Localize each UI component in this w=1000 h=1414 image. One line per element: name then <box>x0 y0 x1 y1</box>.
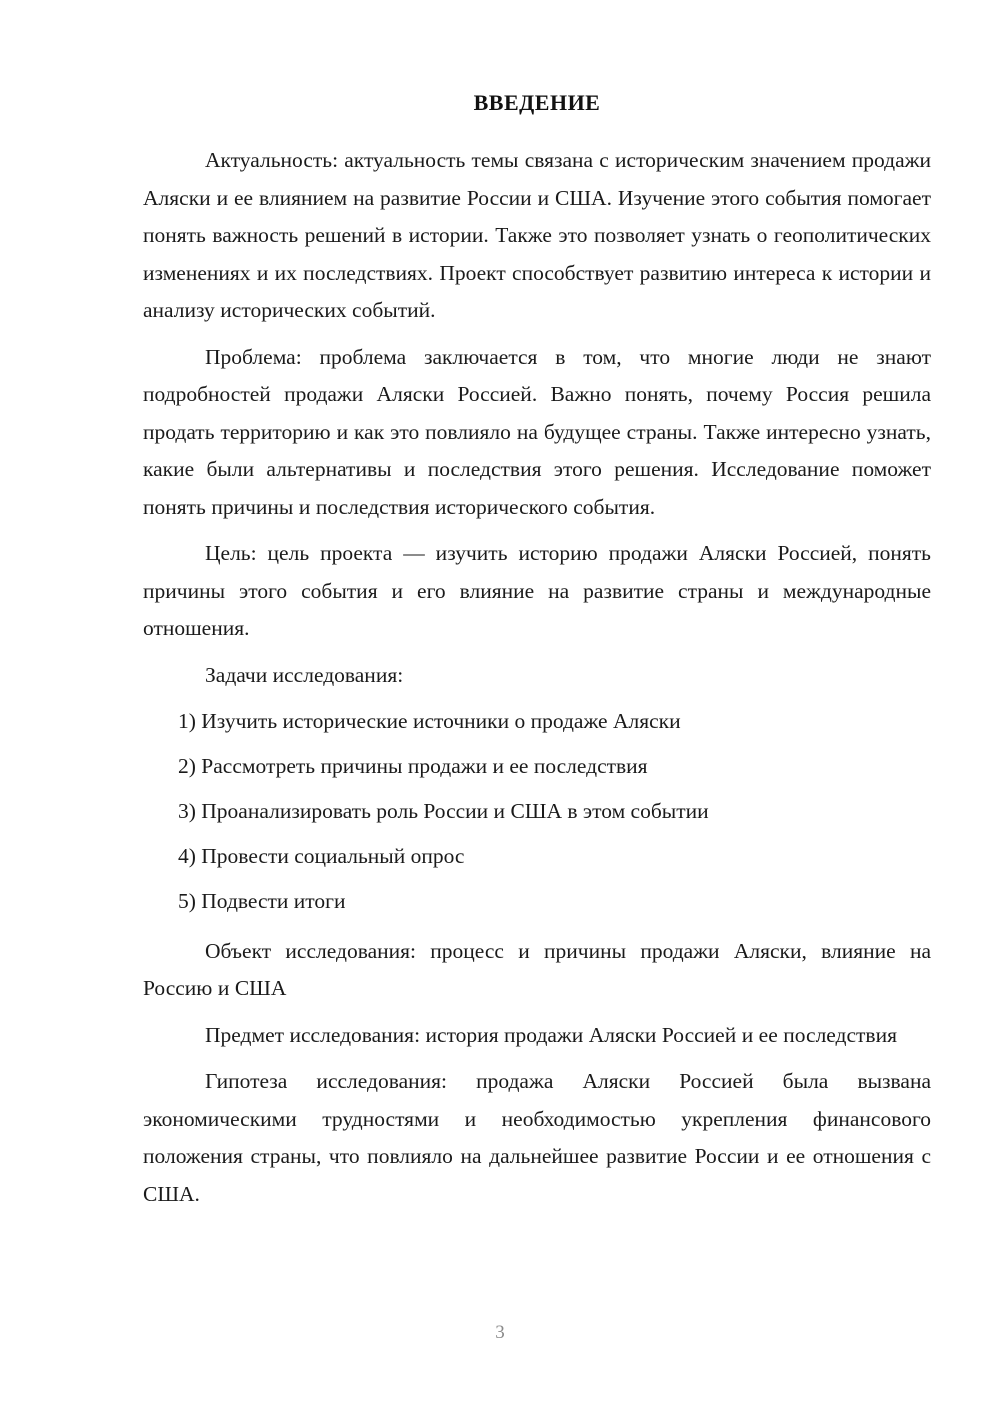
list-item: 5) Подвести итоги <box>178 889 346 914</box>
list-item: 2) Рассмотреть причины продажи и ее последствия <box>178 754 648 779</box>
paragraph-problem: Проблема: проблема заключается в том, что многие люди не знают подробностей продажи Аляски Россией. Важно понять, почему Россия решила продать территорию и как это повлияло на будущее страны. Также интересно узнать, какие были альтернативы и последствия этого решения. Исследование поможет понять причины и последствия исторического события. <box>143 344 931 519</box>
page-title: ВВЕДЕНИЕ <box>473 90 601 115</box>
paragraph-subject: Предмет исследования: история продажи Аляски Россией и ее последствия <box>205 1022 897 1047</box>
list-item: 1) Изучить исторические источники о продаже Аляски <box>178 709 681 734</box>
document-body <box>143 90 931 1213</box>
task-list <box>143 703 931 921</box>
list-item: 3) Проанализировать роль России и США в этом событии <box>178 799 709 824</box>
paragraph-hypothesis: Гипотеза исследования: продажа Аляски Россией была вызвана экономическими трудностями и необходимостью укрепления финансового положения страны, что повлияло на дальнейшее развитие России и ее отношения с США. <box>143 1069 931 1206</box>
list-item: 4) Провести социальный опрос <box>178 844 465 869</box>
paragraph-relevance: Актуальность: актуальность темы связана с историческим значением продажи Аляски и ее влиянием на развитие России и США. Изучение этого события помогает понять важность решений в истории. Также это позволяет узнать о геополитических изменениях и их последствиях. Проект способствует развитию интереса к истории и анализу исторических событий. <box>143 148 931 323</box>
tasks-heading: Задачи исследования: <box>205 662 404 687</box>
page-number: 3 <box>495 1322 505 1343</box>
paragraph-goal: Цель: цель проекта — изучить историю продажи Аляски Россией, понять причины этого события и его влияние на развитие страны и международные отношения. <box>143 541 931 641</box>
paragraph-object: Объект исследования: процесс и причины продажи Аляски, влияние на Россию и США <box>143 938 931 1001</box>
